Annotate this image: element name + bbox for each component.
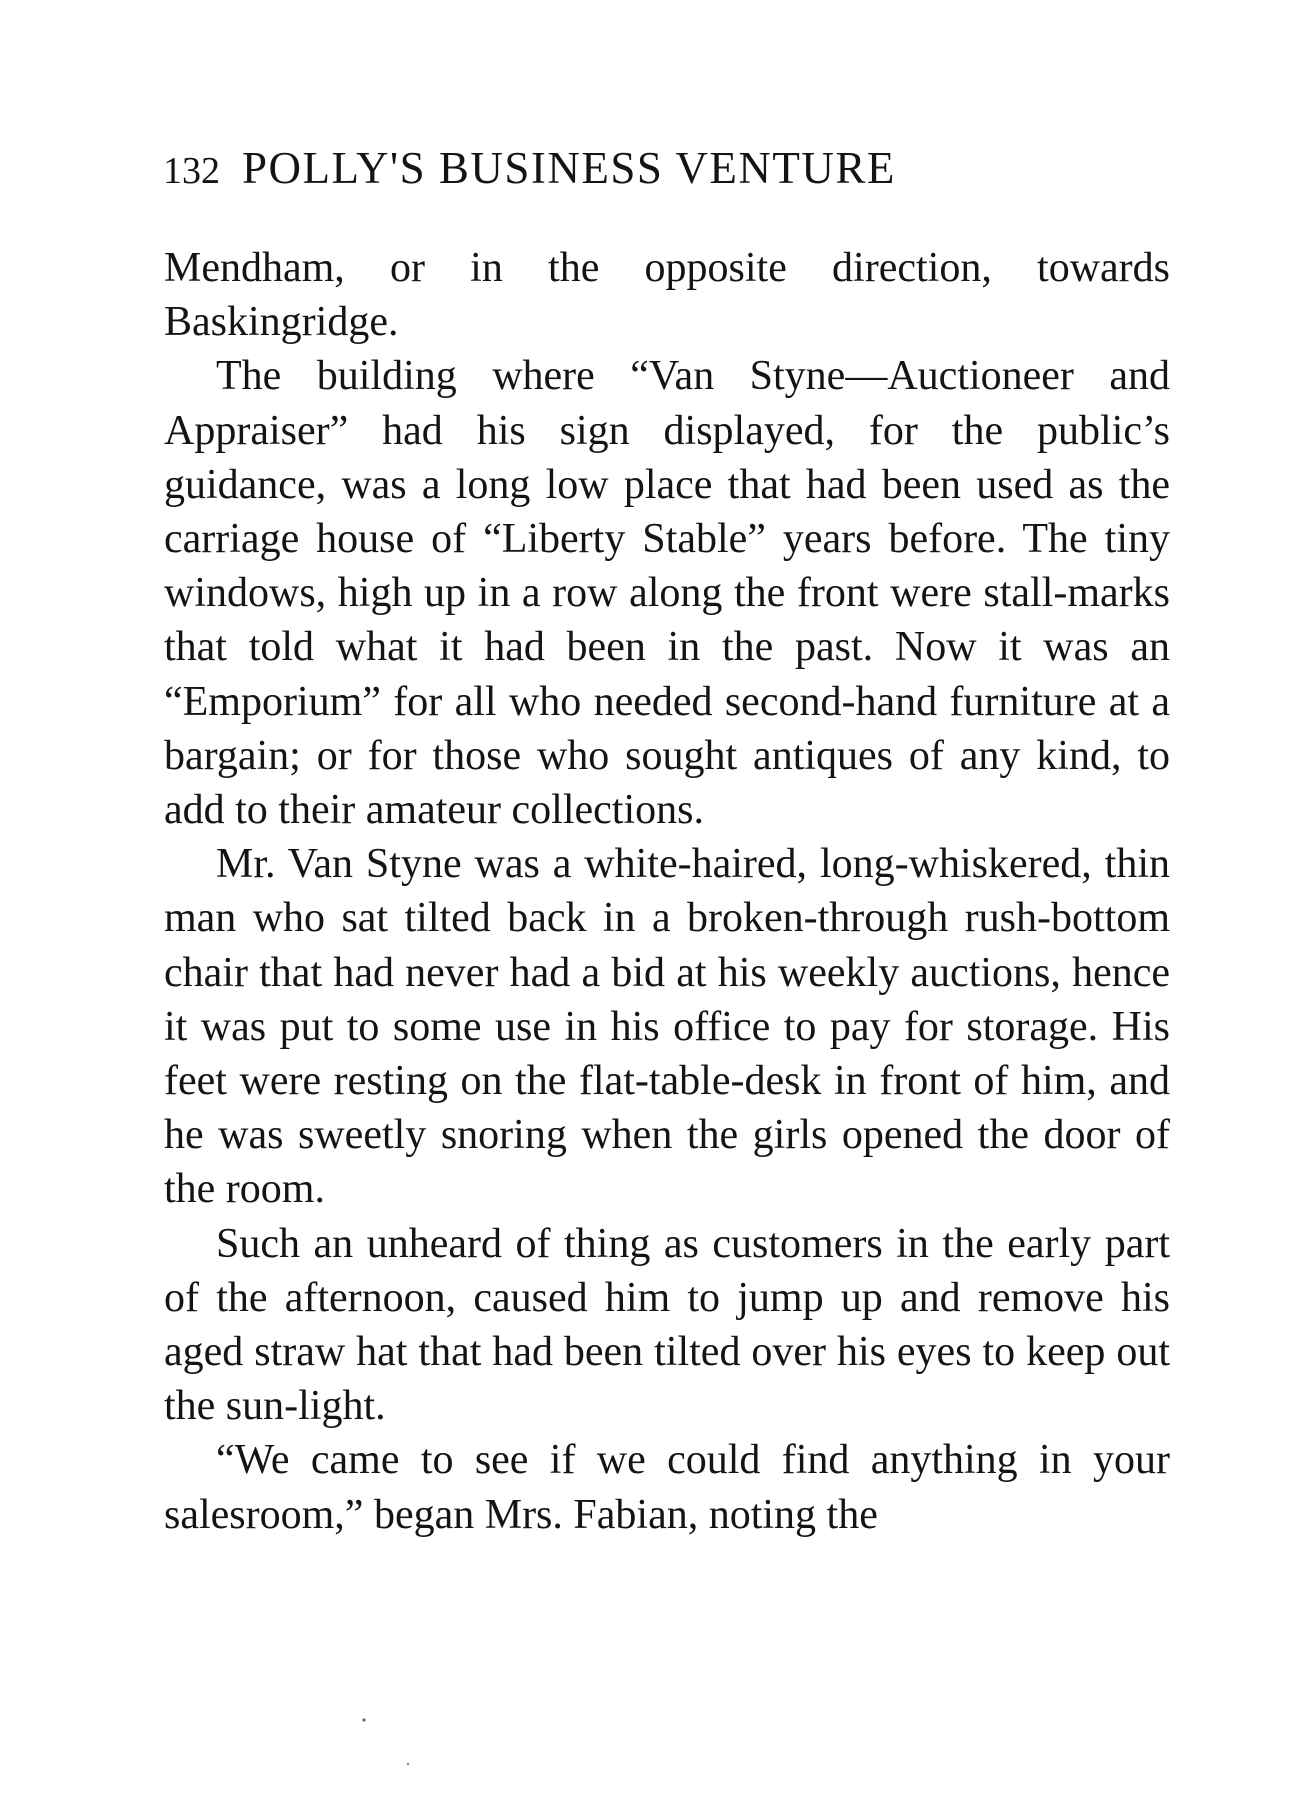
paper-speck	[362, 1718, 365, 1721]
book-title: POLLY'S BUSINESS VENTURE	[242, 143, 896, 193]
paragraph-building: The building where “Van Styne—Auctioneer and Appraiser” had his sign displayed, for the public’s guidance, was a long low place that had been used as the carriage house of “Liberty Stable” years before. The tiny windows, high up in a row along the front were stall-marks that told what it had been in the past. Now it was an “Emporium” for all who needed second-hand furniture at a bargain; or for those who sought antiques of any kind, to add to their amateur collections.	[164, 353, 1170, 834]
paragraph-mrs-fabian: “We came to see if we could find anything in your salesroom,” began Mrs. Fabian, noting the	[164, 1437, 1170, 1538]
paragraph-van-styne: Mr. Van Styne was a white-haired, long-whiskered, thin man who sat tilted back in a broken-through rush-bottom chair that had never had a bid at his weekly auctions, hence it was put to some use in his office to pay for storage. His feet were resting on the flat-table-desk in front of him, and he was sweetly snoring when the girls opened the door of the room.	[164, 841, 1170, 1213]
page-number: 132	[163, 150, 220, 192]
running-head	[163, 138, 1063, 198]
body-text	[164, 241, 1170, 1542]
paragraph-customers: Such an unheard of thing as customers in the early part of the afternoon, caused him to jump up and remove his aged straw hat that had been tilted over his eyes to keep out the sun-light.	[164, 1220, 1170, 1430]
paper-speck	[407, 1763, 409, 1765]
paragraph-continued: Mendham, or in the opposite direction, towards Baskingridge.	[164, 245, 1170, 346]
